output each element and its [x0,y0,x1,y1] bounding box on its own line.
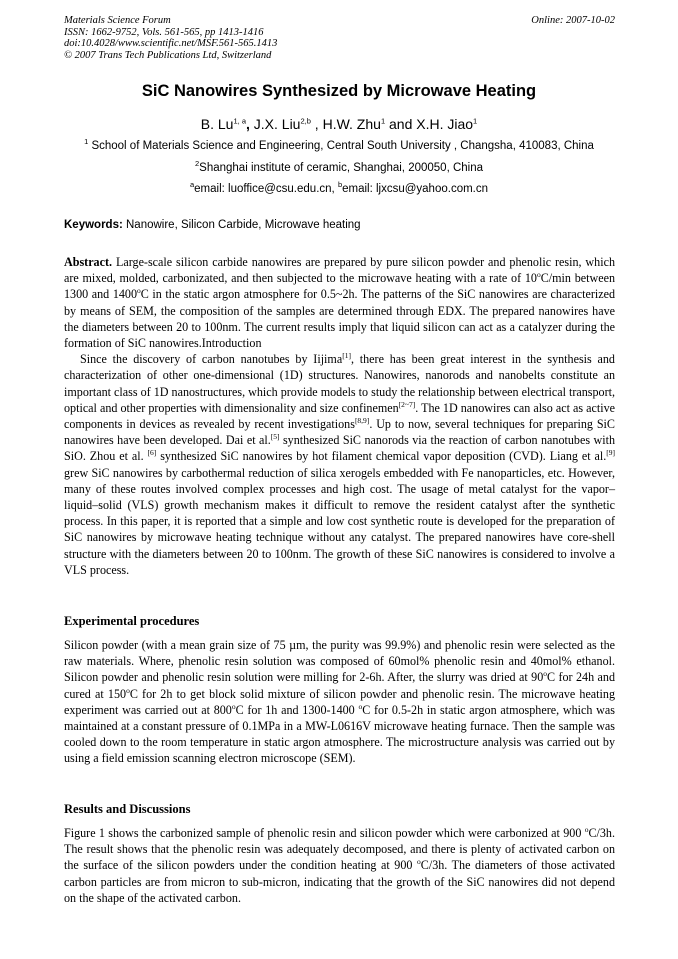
citation-ref: [2~7] [398,399,416,409]
copyright-line: © 2007 Trans Tech Publications Ltd, Switzerland [64,49,272,61]
results-paragraph [64,825,615,906]
author-affil-mark: 1, a [233,116,246,126]
experimental-section [64,637,615,767]
email-mark: a [189,180,195,190]
text-run: C/3h. The diameters of those activated carbon particles are from micron to sub-micron, indicating that the growth of the SiC nanowires did not depend on the shape of the activated carbon. [64,858,615,905]
degree-mark: o [231,701,236,711]
text-run: C for 2h to get block solid mixture of silicon powder and phenolic resin. The microwave heating experiment was carried out at 800 [64,686,615,717]
text-run: , there has been great interest in the synthesis and characterization of other one-dimensional (1D) structures. Nanowires, nanorods and nanobelts constitute an important class of 1D nanostructures, which provide models to study the relationship between electrical transport, optical and other properties with dimensionality and size confinemen [64,352,615,415]
results-section [64,825,615,906]
citation-ref: [6] [147,448,157,458]
keywords-label: Keywords: [64,219,123,231]
keywords-text: Nanowire, Silicon Carbide, Microwave heating [122,219,361,231]
journal-name: Materials Science Forum [64,15,171,26]
author-separator: , [246,116,250,132]
text-run: Figure 1 shows the carbonized sample of phenolic resin and silicon powder which were carbonized at 900 [64,826,585,840]
author-name: and X.H. Jiao [385,116,474,132]
author-affil-mark: 1 [380,116,386,126]
text-run: C for 24h and cured at 150 [64,670,615,701]
text-run: C for 1h and 1300-1400 [235,702,359,717]
degree-mark: o [543,669,547,679]
text-run: Since the discovery of carbon nanotubes by Iijima [80,352,343,367]
paper-title: SiC Nanowires Synthesized by Microwave Heating [141,82,537,100]
text-run: synthesized SiC nanowires by hot filament chemical vapor deposition (CVD). Liang et al. [156,449,607,464]
email-text: email: luoffice@csu.edu.cn, [194,183,338,195]
abstract-and-introduction [64,254,615,578]
email-mark: b [337,180,343,190]
degree-mark: o [536,270,541,280]
text-run: grew SiC nanowires by carbothermal reduction of silica xerogels embedded with Fe nanoparticles, etc. However, many of these routes involved complex processes and high cost. The usage of metal catalyst for the vapor–liquid–solid (VLS) growth mechanism makes it difficult to remove the resident catalyst after the synthetic process. In this paper, it is reported that a simple and low cost synthetic route is developed for the preparation of SiC nanowires by microwave heating technique without any catalyst. The prepared nanowires have core-shell structure with the diameters between 20 to 100nm. The growth of these SiC nanowires is considered to involve a VLS process. [64,465,615,577]
affil-text: Shanghai institute of ceramic, Shanghai, 200050, China [199,162,484,174]
experimental-paragraph [64,637,615,767]
keywords [64,219,361,231]
degree-mark: o [584,824,589,834]
affil-mark: 1 [84,137,89,147]
doi-line: doi:10.4028/www.scientific.net/MSF.561-565.1413 [64,38,278,49]
online-date: Online: 2007-10-02 [531,15,615,26]
text-run: . Up to now, several techniques for preparing SiC nanowires have been developed. Dai et al. [64,417,615,448]
author-affil-mark: 2,b [300,116,311,126]
citation-ref: [9] [606,448,615,458]
abstract-label: Abstract. [64,255,113,269]
degree-mark: o [358,701,363,711]
author-name: B. Lu [200,116,234,132]
degree-mark: o [137,286,141,296]
citation-ref: [8,9] [354,416,370,425]
affil-mark: 2 [194,159,200,169]
text-run: Silicon powder (with a mean grain size of 75 µm, the purity was 99.9%) and phenolic resin were selected as the raw materials. Where, phenolic resin solution was composed of 60mol% phenolic resin and 40mol% ethanol. Silicon powder and phenolic resin solution were milling for 2-6h. After, the slurry was dried at 90 [64,638,615,685]
author-affil-mark: 1 [473,116,478,126]
citation-ref: [1] [342,351,351,361]
affil-text: School of Materials Science and Engineering, Central South University , Changsha, 410083, China [88,140,594,152]
page-header [64,15,615,61]
text-run: C in the static argon atmosphere for 0.5~2h. The patterns of the SiC nanowires are characterized by means of SEM, the composition of the samples are determined through EDX. The prepared nanowires have the diameters between 20 to 100nm. The current results imply that liquid silicon can act as a catalyzer during the formation of SiC nanowires.Introduction [64,287,616,351]
text-run: . The 1D nanowires can also act as active components in devices as revealed by recent investigations [64,400,615,432]
text-run: C/min between 1300 and 1400 [64,271,615,302]
author-name: , H.W. Zhu [310,116,381,132]
results-heading: Results and Discussions [64,802,191,816]
affiliation-2 [0,159,678,174]
experimental-heading: Experimental procedures [64,614,200,628]
text-run: synthesized SiC nanorods via the reaction of carbon nanotubes with SiO. Zhou et al. [64,433,615,464]
degree-mark: o [126,685,130,695]
email-text: email: ljxcsu@yahoo.com.cn [342,183,489,195]
affiliation-1 [0,137,678,152]
text-run: C for 0.5-2h in static argon atmosphere, which was maintained at a constant pressure of 0.1MPa in a MW-L0616V microwave heating furnace. Then the sample was cooled down to the room temperature in static argon atmosphere. The microstructure analysis was carried out by using a field emission scanning electron microscope (SEM). [64,702,615,766]
author-list [0,116,678,132]
abstract-paragraph [64,254,615,351]
introduction-paragraph [64,351,615,578]
email-line [0,180,678,195]
text-run: Large-scale silicon carbide nanowires are prepared by pure silicon powder and phenolic resin, which are mixed, molded, carbonizated, and then subjected to the microwave heating with a rate of 10 [64,255,615,286]
author-name: J.X. Liu [249,116,301,132]
text-run: C/3h. The result shows that the phenolic resin was adequately decomposed, and there is plenty of activated carbon on the surface of the silicon powders under the condition heating at 900 [64,826,615,873]
citation-ref: [5] [270,432,280,442]
degree-mark: o [417,857,421,867]
issn-line: ISSN: 1662-9752, Vols. 561-565, pp 1413-1416 [64,26,264,38]
